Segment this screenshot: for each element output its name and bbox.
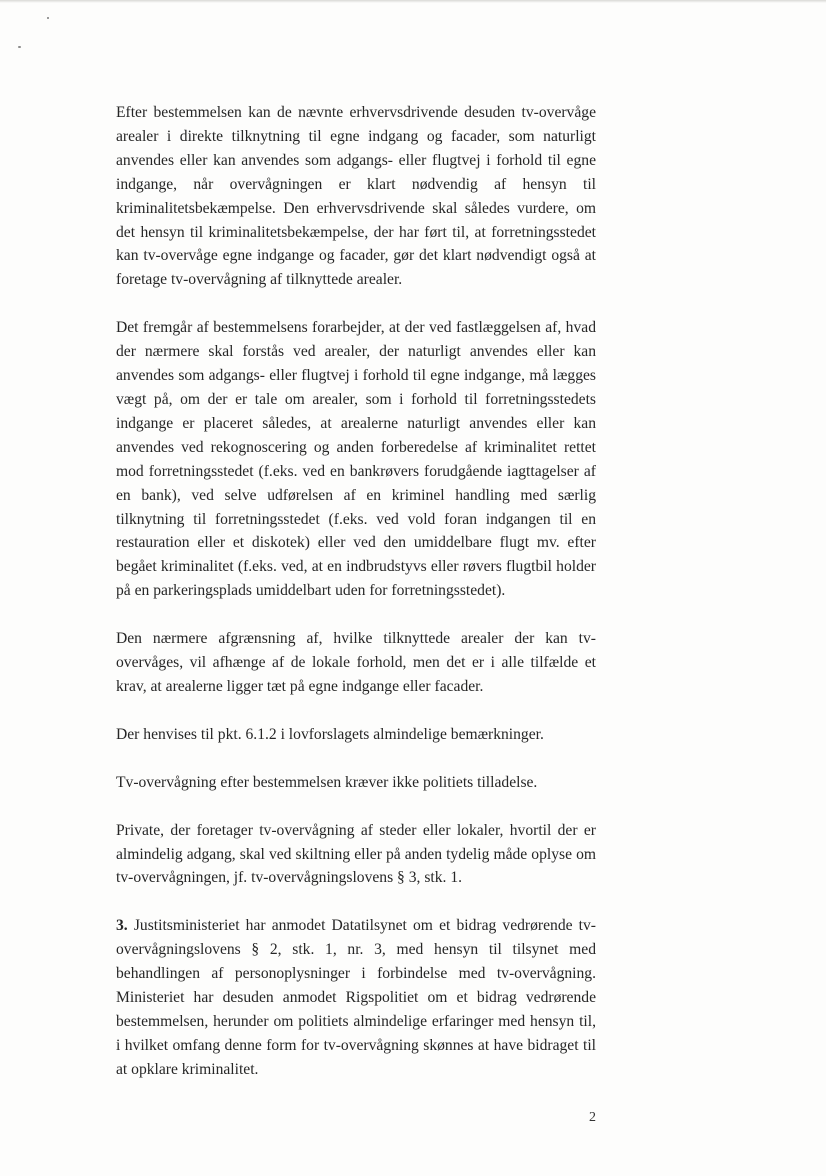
paragraph-text: Justitsministeriet har anmodet Datatilsynet om et bidrag vedrørende tv-overvågningslovens § 2, stk. 1, nr. 3, med hensyn til tilsynet med behandlingen af personoplysninger i forbindelse med tv-overvågning. Ministeriet har desuden anmodet Rigspolitiet om et bidrag vedrørende bestemmelsen, herunder om politiets almindelige erfaringer med hensyn til, i hvilket omfang denne form for tv-overvågning skønnes at have bidraget til at opklare kriminalitet. [116, 917, 596, 1078]
paragraph-text: Den nærmere afgrænsning af, hvilke tilknyttede arealer der kan tv-overvåges, vil afhænge af de lokale forhold, men det er i alle tilfælde et krav, at arealerne ligger tæt på egne indgange eller facader. [116, 630, 596, 695]
paragraph [116, 627, 596, 699]
paragraph [116, 316, 596, 603]
paragraph [116, 101, 596, 292]
paragraph-number: 3. [116, 917, 128, 935]
document-body [116, 101, 596, 1082]
paragraph [116, 914, 596, 1081]
paragraph [116, 819, 596, 891]
paragraph [116, 771, 596, 795]
page-number: 2 [589, 1110, 596, 1125]
scan-top-edge [0, 0, 826, 3]
paragraph-text: Der henvises til pkt. 6.1.2 i lovforslagets almindelige bemærkninger. [116, 725, 544, 743]
scan-speck [47, 17, 49, 19]
paragraph-text: Efter bestemmelsen kan de nævnte erhvervsdrivende desuden tv-overvåge arealer i direkte tilknytning til egne indgang og facader, som naturligt anvendes eller kan anvendes som adgangs- eller flugtvej i forhold til egne indgange, når overvågningen er klart nødvendig af hensyn til kriminalitetsbekæmpelse. Den erhvervsdrivende skal således vurdere, om det hensyn til kriminalitetsbekæmpelse, der har ført til, at forretningsstedet kan tv-overvåge egne indgange og facader, gør det klart nødvendigt også at foretage tv-overvågning af tilknyttede arealer. [116, 104, 596, 289]
scan-speck [18, 46, 21, 48]
paragraph-text: Private, der foretager tv-overvågning af steder eller lokaler, hvortil der er almindelig adgang, skal ved skiltning eller på anden tydelig måde oplyse om tv-overvågningen, jf. tv-overvågningslovens § 3, stk. 1. [116, 821, 596, 887]
paragraph-text: Det fremgår af bestemmelsens forarbejder, at der ved fastlæggelsen af, hvad der nærmere skal forstås ved arealer, der naturligt anvendes eller kan anvendes som adgangs- eller flugtvej i forhold til egne indgange, må lægges vægt på, om der er tale om arealer, som i forhold til forretningsstedets indgange er placeret således, at arealerne naturligt anvendes eller kan anvendes ved rekognoscering og anden forberedelse af kriminalitet rettet mod forretningsstedet (f.eks. ved en bankrøvers forudgående iagttagelser af en bank), ved selve udførelsen af en kriminel handling med særlig tilknytning til forretningsstedet (f.eks. ved vold foran indgangen til en restauration eller et diskotek) eller ved den umiddelbare flugt mv. efter begået kriminalitet (f.eks. ved, at en indbrudstyvs eller røvers flugtbil holder på en parkeringsplads umiddelbart uden for forretningsstedet). [116, 319, 596, 600]
paragraph-text: Tv-overvågning efter bestemmelsen kræver ikke politiets tilladelse. [116, 773, 538, 791]
paragraph [116, 723, 596, 747]
